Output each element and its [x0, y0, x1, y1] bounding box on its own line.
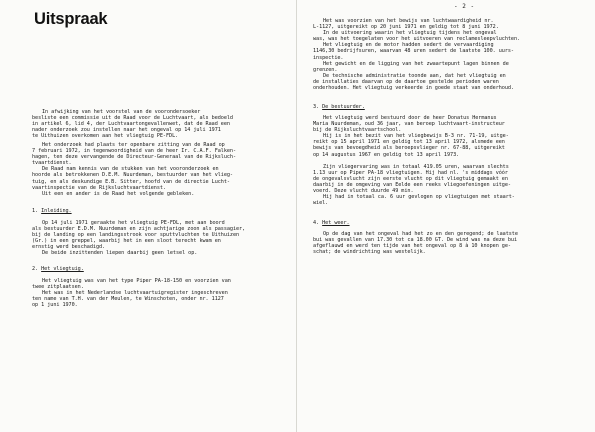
text-line: de installaties daarvan op de daartoe gestelde perioden waren [313, 78, 499, 85]
text-line: op 14 augustus 1967 en geldig tot 13 april 1973. [313, 151, 460, 158]
text-line: Op 14 juli 1971 geraakte het vliegtuig PE-FDL, met aan boord [42, 220, 225, 226]
text-line: voerd. Deze vlucht duurde 49 min. [313, 188, 414, 195]
section-number: 1. [32, 208, 39, 214]
section-4-heading [313, 220, 585, 226]
section-number: 2. [32, 266, 39, 272]
text-line: ernstig werd beschadigd. [32, 244, 106, 251]
text-line: de ongevalsvlucht zijn eerste vlucht op dit vliegtuig gemaakt en [313, 175, 508, 182]
section-2-heading [32, 266, 286, 272]
section-title: Inleiding. [41, 208, 72, 214]
text-line: bij de landing op een landingsstrook voor sputtvluchten te Uithuizen [32, 232, 240, 239]
section-4-body [313, 231, 585, 255]
text-line: 1146,30 bedrijfsuren, waarvan 48 uren sedert de laatste 100. uurs- [313, 48, 514, 55]
text-line: te Uithuizen overkomen aan het vliegtuig PE-FDL. [32, 133, 179, 140]
text-line: onderhouden. Het vliegtuig verkeerde in goede staat van onderhoud. [313, 85, 514, 92]
text-line: Het was in het Nederlandse luchtvaartuigregister ingeschreven [42, 290, 228, 297]
text-line: wiel. [313, 200, 329, 207]
section-2-body [32, 278, 286, 308]
text-line: De technische administratie toonde aan, dat het vliegtuig en [323, 72, 506, 79]
text-line: daarbij in de omgeving van Eelde een reeks vliegoefeningen uitge- [313, 182, 511, 189]
text-line: bewijs van bevoegdheid als beroepsvlieger nr. 67-88, uitgereikt [313, 145, 505, 152]
text-line: Zijn vliegervaring was in totaal 419.05 uren, waarvan slechts [323, 163, 509, 170]
text-line: bij de Rijksluchtvaartschool. [313, 127, 402, 134]
text-line: De Raad nam kennis van de stukken van het vooronderzoek en [42, 166, 219, 173]
session-paragraph [32, 142, 286, 197]
text-line: In afwijking van het voorstel van de voorondersoeker [42, 109, 201, 115]
text-line: Het vliegtuig werd bestuurd door de heer Donatus Hermanus [323, 115, 497, 121]
text-line: was, was het toegelaten voor het uitvoeren van reclamesleepvluchten. [313, 36, 521, 43]
section-number: 4. [313, 220, 320, 226]
text-line: Het gewicht en de ligging van het zwaartepunt lagen binnen de [323, 60, 509, 67]
text-line: bui was gevallen van 17.30 tot ca 18.00 GT. De wind was na deze bui [313, 237, 518, 244]
section-1-heading [32, 208, 286, 214]
text-line: Het onderzoek had plaats ter openbare zitting van de Raad op [42, 142, 225, 148]
text-line: In de uitvoering waarin het vliegtuig tijdens het ongeval [323, 30, 497, 37]
text-line: Op de dag van het ongeval had het zo en den geregend; de laatste [323, 231, 518, 237]
text-line: vaartinspectie van de Rijksluchtvaartdienst. [32, 184, 166, 191]
text-line: Het vliegtuig en de motor hadden sedert de vervaardiging [323, 42, 494, 49]
text-line: tvaartdienst. [32, 160, 72, 167]
text-line: ten name van T.H. van der Meulen, te Winschoten, onder nr. 1127 [32, 296, 224, 303]
text-line: (Gr.) in een greppel, waarbij het in een sloot terecht kwam en [32, 238, 221, 245]
section-title: Het weer. [322, 220, 350, 226]
right-page [313, 0, 585, 432]
text-line: in artikel 6, lid 4, der Luchtvaartongevallenwet, dat de Raad een [32, 121, 230, 128]
text-line: L-1127, uitgereikt op 20 juni 1971 en geldig tot 8 juni 1972. [313, 24, 499, 31]
page-number: - 2 - [454, 3, 475, 10]
text-line: reikt op 15 april 1971 en geldig tot 13 april 1972, alsmede een [313, 139, 505, 146]
text-line: afgeflauwd en werd ten tijde van het ongeval op 8 à 10 knopen ge- [313, 243, 511, 250]
document-title: Uitspraak [34, 10, 108, 28]
text-line: nader onderzoek zou instellen naar het ongeval op 14 juli 1971 [32, 127, 221, 134]
text-line: Hij is in het bezit van het vliegbewijs B-3 nr. 71-19, uitge- [323, 133, 509, 140]
section-number: 3. [313, 104, 320, 110]
text-line: hoorde als betrokkenen D.E.M. Nuurdeman, bestuurder van het vlieg- [32, 172, 233, 179]
text-line: twee zitplaatsen. [32, 284, 84, 291]
text-line: Het vliegtuig was van het type Piper PA-18-150 en voorzien van [42, 278, 231, 284]
section-3-heading [313, 104, 585, 110]
intro-paragraph [32, 109, 286, 139]
section-1-body [32, 220, 286, 257]
text-line: inspectie. [313, 54, 344, 61]
text-line: als bestuurder E.D.M. Nuurdeman en zijn achtjarige zoon als passagier, [32, 226, 246, 233]
text-line: Het was voorzien van het bewijs van luchtwaardigheid nr. [323, 18, 494, 24]
aircraft-details-paragraph [313, 18, 585, 91]
text-line: 7 februari 1972, in tegenwoordigheid van de heer Ir. C.A.F. Falken- [32, 148, 237, 155]
text-line: Uit een en ander is de Raad het volgende gebleken. [42, 190, 195, 197]
page-fold [296, 0, 297, 432]
text-line: schat; de windrichting was westelijk. [313, 249, 426, 256]
text-line: besliste een commissie uit de Raad voor de Luchtvaart, als bedoeld [32, 115, 233, 122]
section-title: Het vliegtuig. [41, 266, 84, 272]
text-line: grenzen. [313, 66, 338, 73]
text-line: op 1 juni 1970. [32, 302, 78, 309]
text-line: hagen, ten deze vervangende de Directeur-Generaal van de Rijksluch- [32, 154, 237, 161]
section-3-body [313, 115, 585, 206]
section-title: De bestuurder. [322, 104, 365, 110]
left-page [32, 0, 286, 432]
text-line: Hij had in totaal ca. 6 uur gevlogen op vliegtuigen met staart- [323, 194, 515, 201]
text-line: tuig, en als deskundige E.B. Sitter, hoofd van de directie Lucht- [32, 178, 230, 185]
text-line: Maria Nuurdeman, oud 36 jaar, van beroep luchtvaart-instructeur [313, 121, 505, 128]
text-line: De beide inzittenden liepen daarbij geen letsel op. [42, 250, 198, 257]
text-line: 1.13 uur op Piper PA-18 vliegtuigen. Hij had nl. 's middags vóór [313, 169, 508, 176]
